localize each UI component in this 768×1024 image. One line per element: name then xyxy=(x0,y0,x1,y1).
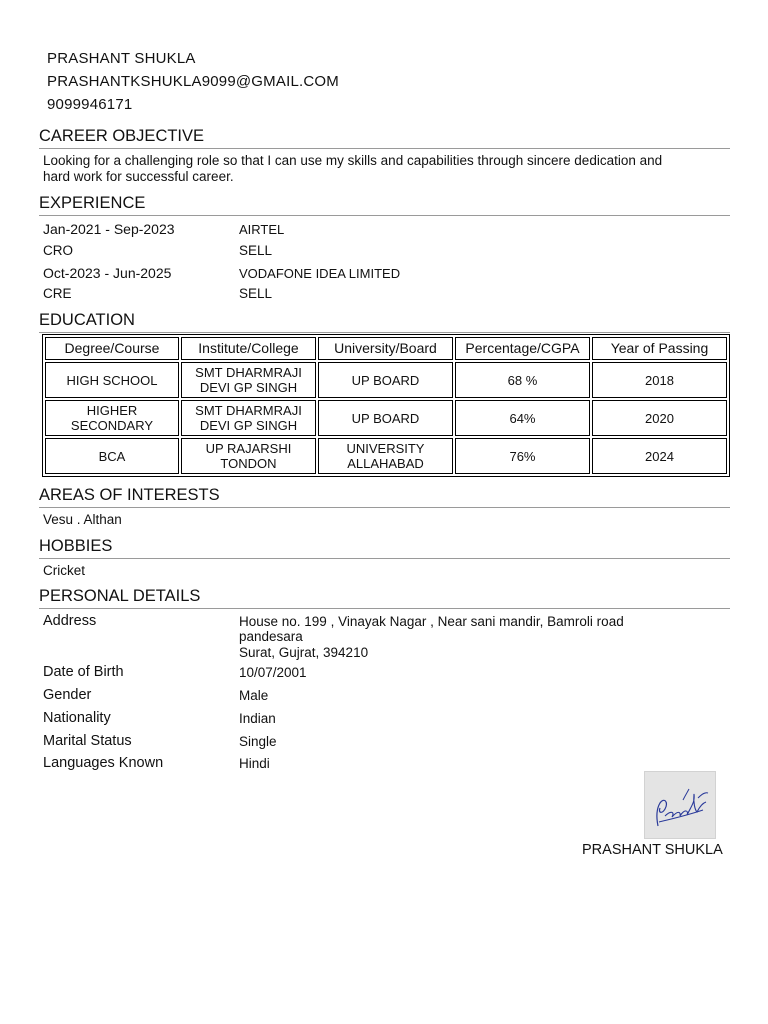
address-line-3: Surat, Gujrat, 394210 xyxy=(239,645,369,660)
table-row xyxy=(45,438,727,474)
candidate-email: PRASHANTKSHUKLA9099@GMAIL.COM xyxy=(47,73,339,90)
board-line-1: UNIVERSITY xyxy=(346,441,425,456)
institute-line-2: TONDON xyxy=(220,456,277,471)
year-cell: 2024 xyxy=(592,438,727,474)
marital-value: Single xyxy=(239,734,277,749)
col-year: Year of Passing xyxy=(592,337,727,360)
address-line-2: pandesara xyxy=(239,629,303,644)
education-header-row xyxy=(45,337,727,360)
signature-image xyxy=(644,771,716,839)
experience-role-2: CRE xyxy=(43,286,72,301)
institute-cell xyxy=(181,400,316,436)
nationality-label: Nationality xyxy=(43,710,111,726)
contact-header xyxy=(47,47,339,116)
languages-value: Hindi xyxy=(239,756,270,771)
hobbies-heading: HOBBIES xyxy=(39,537,730,559)
degree-cell: BCA xyxy=(45,438,179,474)
languages-label: Languages Known xyxy=(43,755,164,771)
degree-line-2: SECONDARY xyxy=(70,418,154,433)
institute-line-2: DEVI GP SINGH xyxy=(199,418,298,433)
signature-name: PRASHANT SHUKLA xyxy=(582,842,723,858)
gender-value: Male xyxy=(239,688,269,703)
table-row xyxy=(45,362,727,398)
board-cell: UP BOARD xyxy=(318,400,453,436)
percentage-cell: 76% xyxy=(455,438,590,474)
year-cell: 2020 xyxy=(592,400,727,436)
experience-company-2: VODAFONE IDEA LIMITED xyxy=(239,266,401,281)
board-cell: UP BOARD xyxy=(318,362,453,398)
institute-cell xyxy=(181,362,316,398)
experience-period-1: Jan-2021 - Sep-2023 xyxy=(43,221,175,237)
experience-dept-1: SELL xyxy=(239,243,273,258)
education-heading: EDUCATION xyxy=(39,311,730,333)
career-objective-heading: CAREER OBJECTIVE xyxy=(39,127,730,149)
personal-details-heading: PERSONAL DETAILS xyxy=(39,587,730,609)
col-percentage: Percentage/CGPA xyxy=(455,337,590,360)
candidate-phone: 9099946171 xyxy=(47,96,133,113)
percentage-cell: 64% xyxy=(455,400,590,436)
gender-label: Gender xyxy=(43,687,92,703)
institute-line-1: SMT DHARMRAJI xyxy=(195,403,302,418)
col-university: University/Board xyxy=(318,337,453,360)
institute-line-1: SMT DHARMRAJI xyxy=(195,365,302,380)
institute-line-1: UP RAJARSHI xyxy=(205,441,292,456)
col-degree: Degree/Course xyxy=(45,337,179,360)
degree-cell xyxy=(45,400,179,436)
board-line-2: ALLAHABAD xyxy=(347,456,424,471)
hobbies-text: Cricket xyxy=(43,563,86,578)
experience-period-2: Oct-2023 - Jun-2025 xyxy=(43,265,172,281)
board-cell xyxy=(318,438,453,474)
percentage-cell: 68 % xyxy=(455,362,590,398)
interests-text: Vesu . Althan xyxy=(43,512,122,527)
dob-value: 10/07/2001 xyxy=(239,665,307,680)
degree-line-1: HIGHER xyxy=(86,403,138,418)
experience-role-1: CRO xyxy=(43,243,73,258)
candidate-name: PRASHANT SHUKLA xyxy=(47,50,196,67)
table-row xyxy=(45,400,727,436)
experience-heading: EXPERIENCE xyxy=(39,194,730,216)
degree-cell: HIGH SCHOOL xyxy=(45,362,179,398)
experience-dept-2: SELL xyxy=(239,286,273,301)
institute-cell xyxy=(181,438,316,474)
career-objective-line-2: hard work for successful career. xyxy=(43,169,234,184)
year-cell: 2018 xyxy=(592,362,727,398)
address-line-1: House no. 199 , Vinayak Nagar , Near sani mandir, Bamroli road xyxy=(239,614,624,629)
education-table xyxy=(42,334,730,477)
marital-label: Marital Status xyxy=(43,733,132,749)
experience-company-1: AIRTEL xyxy=(239,222,285,237)
dob-label: Date of Birth xyxy=(43,664,124,680)
address-label: Address xyxy=(43,613,97,629)
nationality-value: Indian xyxy=(239,711,276,726)
signature-scribble xyxy=(645,772,715,838)
institute-line-2: DEVI GP SINGH xyxy=(199,380,298,395)
col-institute: Institute/College xyxy=(181,337,316,360)
career-objective-line-1: Looking for a challenging role so that I can use my skills and capabilities through sincere dedication and xyxy=(43,153,663,168)
interests-heading: AREAS OF INTERESTS xyxy=(39,486,730,508)
